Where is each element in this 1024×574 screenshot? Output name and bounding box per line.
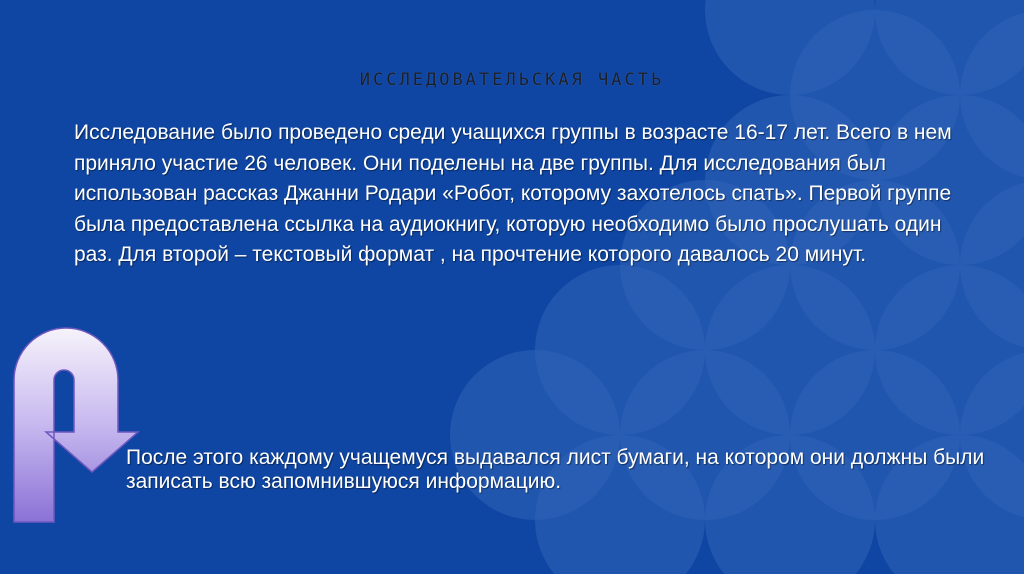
followup-paragraph-text: После этого каждому учащемуся выдавался лист бумаги, на котором они должны были записать всю запомнившуюся информацию. bbox=[126, 446, 985, 493]
u-turn-arrow-icon bbox=[0, 310, 140, 530]
main-paragraph bbox=[74, 118, 954, 271]
main-paragraph-text: Исследование было проведено среди учащихся группы в возрасте 16-17 лет. Всего в нем приняло участие 26 человек. Они поделены на две группы. Для исследования был использован рассказ Джанни Родари «Робот, которому захотелось спать». Первой группе была предоставлена ссылка на аудиокнигу, которую необходимо было прослушать один раз. Для второй – текстовый формат , на прочтение которого давалось 20 минут. bbox=[74, 121, 952, 266]
slide-title: ИССЛЕДОВАТЕЛЬСКАЯ ЧАСТЬ bbox=[359, 70, 665, 90]
followup-paragraph bbox=[126, 446, 1016, 494]
